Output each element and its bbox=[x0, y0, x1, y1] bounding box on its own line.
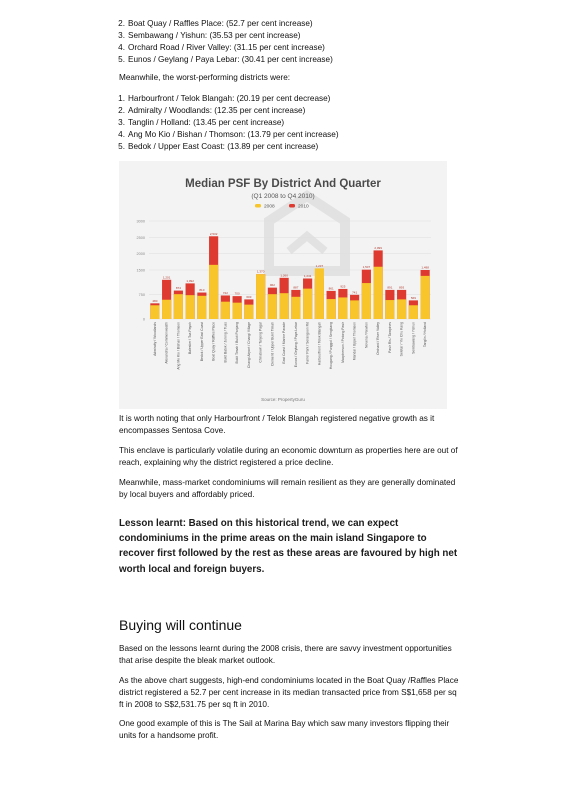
bar-2008 bbox=[362, 283, 371, 319]
y-tick-label: 2000 bbox=[136, 252, 145, 257]
legend-swatch bbox=[289, 204, 295, 208]
list-item: 5. Bedok / Upper East Coast: (13.89 per cent increase) bbox=[118, 142, 319, 151]
list-item: 4. Orchard Road / River Valley: (31.15 per cent increase) bbox=[118, 43, 325, 52]
list-item: 4. Ang Mo Kio / Bishan / Thomson: (13.79 per cent increase) bbox=[118, 130, 339, 139]
list-item: 3. Sembawang / Yishun: (35.53 per cent increase) bbox=[118, 31, 301, 40]
legend-label: 2010 bbox=[298, 204, 309, 210]
bar-2008 bbox=[244, 305, 253, 319]
bar-2008 bbox=[256, 274, 265, 319]
bar-data-label: 569 bbox=[410, 295, 416, 300]
x-tick-label: Eunos / Geylang / Paya Lebar bbox=[293, 322, 298, 368]
x-tick-label: Changi Airport / Changi Village bbox=[246, 322, 251, 369]
x-tick-label: Chinatown / Tanjong Pagar bbox=[258, 322, 263, 363]
x-tick-label: Boat Quay / Raffles Place bbox=[211, 322, 216, 361]
bar-data-label: 741 bbox=[352, 290, 358, 295]
bar-2008 bbox=[315, 268, 324, 319]
x-tick-label: East Coast / Marine Parade bbox=[282, 322, 287, 364]
y-tick-label: 750 bbox=[138, 293, 145, 297]
bar-2008 bbox=[221, 302, 230, 319]
x-tick-label: Balestier / Toa Payoh bbox=[188, 322, 193, 354]
paragraph: This enclave is particularly volatile during an economic downturn as properties here are out of reach, explaining why the district registered a price decline. bbox=[119, 446, 458, 467]
paragraph: Meanwhile, mass-market condominiums will remain resilient as they are generally dominated by local buyers and affordably priced. bbox=[119, 478, 456, 499]
x-tick-label: Sembawang / Yishun bbox=[411, 322, 416, 354]
bar-2008 bbox=[303, 289, 312, 319]
x-tick-label: Hougang / Punggol / Sengkang bbox=[329, 322, 334, 370]
bar-2008 bbox=[409, 305, 418, 319]
legend-swatch bbox=[255, 204, 261, 208]
x-tick-label: Seletar / Yio Chu Kang bbox=[399, 322, 404, 357]
x-tick-label: Bukit Timah / Bukit Panjang bbox=[235, 322, 240, 364]
bar-data-label: 1,507 bbox=[362, 265, 371, 270]
bar-data-label: 722 bbox=[222, 290, 228, 295]
y-tick-label: 3000 bbox=[136, 219, 145, 224]
chart-title: Median PSF By District And Quarter bbox=[185, 178, 381, 190]
bar-data-label: 887 bbox=[293, 285, 299, 290]
x-tick-label: Macpherson / Potong Pasir bbox=[340, 322, 345, 363]
x-tick-label: Bedok / Upper East Coast bbox=[199, 322, 204, 362]
bar-data-label: 925 bbox=[340, 284, 346, 289]
bar-data-label: 1,241 bbox=[303, 273, 312, 278]
bar-data-label: 1,260 bbox=[280, 273, 288, 278]
x-tick-label: Clementi / Upper Bukit Timah bbox=[270, 322, 275, 367]
x-tick-label: Harbourfront / Telok Blangah bbox=[317, 322, 322, 366]
bar-data-label: 810 bbox=[199, 288, 205, 293]
list-item: 1. Harbourfront / Telok Blangah: (20.19 per cent decrease) bbox=[118, 94, 331, 103]
list-item: 5. Eunos / Geylang / Paya Lebar: (30.41 per cent increase) bbox=[118, 55, 333, 64]
bar-data-label: 1,498 bbox=[421, 265, 429, 270]
x-tick-label: Novena / Newton bbox=[364, 322, 369, 349]
bar-data-label: 1,092 bbox=[186, 278, 194, 283]
worst-intro-text: Meanwhile, the worst-performing districts were: bbox=[119, 73, 291, 82]
bar-2008 bbox=[174, 294, 183, 319]
x-tick-label: Ang Mo Kio / Bishan / Thomson bbox=[176, 322, 181, 370]
bar-data-label: 1,370 bbox=[256, 269, 265, 274]
x-tick-label: Pasir Ris / Tampines bbox=[387, 322, 392, 353]
bar-2008 bbox=[374, 267, 383, 319]
x-tick-label: Bukit Batok / Jurong / Tuas bbox=[223, 322, 228, 363]
bar-data-label: 2,099 bbox=[374, 245, 382, 250]
bar-data-label: 603 bbox=[246, 294, 252, 299]
section-heading: Buying will continue bbox=[119, 617, 242, 633]
x-tick-label: Farrer Park / Serangoon Rd bbox=[305, 322, 310, 364]
bar-data-label: 962 bbox=[269, 283, 275, 288]
list-item: 2. Admiralty / Woodlands: (12.35 per cent increase) bbox=[118, 106, 306, 115]
bar-data-label: 893 bbox=[399, 285, 405, 290]
paragraph: It is worth noting that only Harbourfront / Telok Blangah registered negative growth as it encompasses Sentosa Cove. bbox=[119, 414, 435, 435]
bar-2008 bbox=[338, 297, 347, 319]
bar-data-label: 2,532 bbox=[209, 231, 218, 236]
bar-data-label: 1,201 bbox=[162, 275, 171, 280]
paragraph: One good example of this is The Sail at Marina Bay which saw many investors flipping their units for a handsome profit. bbox=[119, 719, 450, 740]
bar-2008 bbox=[385, 300, 394, 319]
bar-data-label: 891 bbox=[387, 285, 393, 290]
bar-2008 bbox=[280, 293, 289, 319]
bar-2008 bbox=[162, 300, 171, 319]
median-psf-chart bbox=[119, 161, 447, 409]
bar-data-label: 861 bbox=[328, 286, 334, 291]
lesson-callout: Lesson learnt: Based on this historical trend, we can expect condominiums in the prime areas on the main island Singapore to recover first followed by the rest as these areas are favoured by high net worth local and foreign buyers. bbox=[119, 518, 458, 575]
x-tick-label: Mandai / Upper Thomson bbox=[352, 322, 357, 361]
list-item: 2. Boat Quay / Raffles Place: (52.7 per cent increase) bbox=[118, 19, 313, 28]
paragraph: Based on the lessons learnt during the 2008 crisis, there are savvy investment opportunities that arise despite the bleak market outlook. bbox=[119, 644, 452, 665]
bar-data-label: 480 bbox=[152, 298, 158, 303]
chart-source: Source: PropertyGuru bbox=[261, 397, 305, 402]
chart-y-axis bbox=[137, 220, 145, 322]
bar-2008 bbox=[186, 295, 195, 319]
x-tick-label: Tanglin / Holland bbox=[423, 322, 428, 348]
bar-data-label: 1,237 bbox=[315, 263, 324, 268]
bar-2008 bbox=[350, 300, 359, 319]
bar-2008 bbox=[327, 299, 336, 319]
bar-data-label: 874 bbox=[175, 286, 181, 291]
bar-2008 bbox=[233, 303, 242, 319]
chart-subtitle: (Q1 2008 to Q4 2010) bbox=[251, 193, 315, 200]
bar-2008 bbox=[268, 294, 277, 319]
bar-2008 bbox=[421, 276, 430, 319]
bar-2008 bbox=[197, 296, 206, 319]
y-tick-label: 2500 bbox=[136, 235, 145, 240]
bar-data-label: 700 bbox=[234, 291, 240, 296]
bar-2008 bbox=[209, 265, 218, 319]
x-tick-label: Admiralty / Woodlands bbox=[152, 322, 157, 356]
paragraph: As the above chart suggests, high-end condominiums located in the Boat Quay /Raffles Place district registered a 52.7 per cent increase in its median transacted price from S$1,658 per sq ft in 2008 to S$2,531.75 per sq ft in 2010. bbox=[119, 676, 459, 709]
bar-2008 bbox=[397, 299, 406, 319]
x-tick-label: Orchard / River Valley bbox=[376, 322, 381, 355]
chart-x-axis bbox=[153, 321, 427, 369]
x-tick-label: Alexandra / Commonwealth bbox=[164, 322, 169, 364]
y-tick-label: 1500 bbox=[136, 268, 145, 273]
y-tick-label: 0 bbox=[142, 317, 145, 322]
chart-svg bbox=[119, 161, 447, 409]
legend-label: 2008 bbox=[264, 204, 275, 210]
bar-2008 bbox=[291, 297, 300, 319]
list-item: 3. Tanglin / Holland: (13.45 per cent increase) bbox=[118, 118, 285, 127]
bar-2008 bbox=[150, 305, 159, 319]
